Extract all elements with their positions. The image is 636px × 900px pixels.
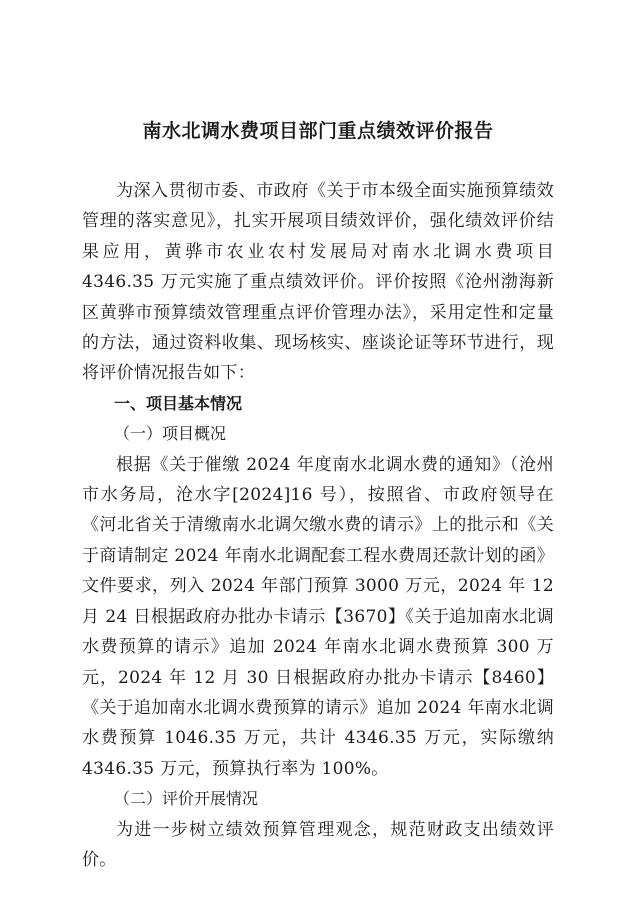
subsection-heading-evaluation: （二）评价开展情况 [114,789,259,809]
intro-paragraph: 为深入贯彻市委、市政府《关于市本级全面实施预算绩效管理的落实意见》，扎实开展项目绩效评价，强化绩效评价结果应用，黄骅市农业农村发展局对南水北调水费项目 4346.35 万元实施了重点绩效评价。评价按照《沧州渤海新区黄骅市预算绩效管理重点评价管理办法》，采用定性和定量的方法，通过资料收集、现场核实、座谈论证等环节进行，现将评价情况报告如下： [82,181,554,384]
document-title: 南水北调水费项目部门重点绩效评价报告 [142,120,494,142]
overview-paragraph: 根据《关于催缴 2024 年度南水北调水费的通知》（沧州市水务局，沧水字[2024]16 号），按照省、市政府领导在《河北省关于清缴南水北调欠缴水费的请示》上的批示和《关于商请制定 2024 年南水北调配套工程水费周还款计划的函》文件要求，列入 2024 年部门预算 3000 万元，2024 年 12 月 24 日根据政府办批办卡请示【3670】《关于追加南水北调水费预算的请示》追加 2024 年南水北调水费预算 300 万元，2024 年 12 月 30 日根据政府办批办卡请示【8460】《关于追加南水北调水费预算的请示》追加 2024 年南水北调水费预算 1046.35 万元，共计 4346.35 万元，实际缴纳 4346.35 万元，预算执行率为 100%。 [82,454,554,779]
section-heading-basic-info: 一、项目基本情况 [114,393,243,413]
subsection-heading-overview: （一）项目概况 [114,424,227,444]
evaluation-paragraph: 为进一步树立绩效预算管理观念，规范财政支出绩效评价。 [82,819,554,870]
document-body [82,176,554,875]
